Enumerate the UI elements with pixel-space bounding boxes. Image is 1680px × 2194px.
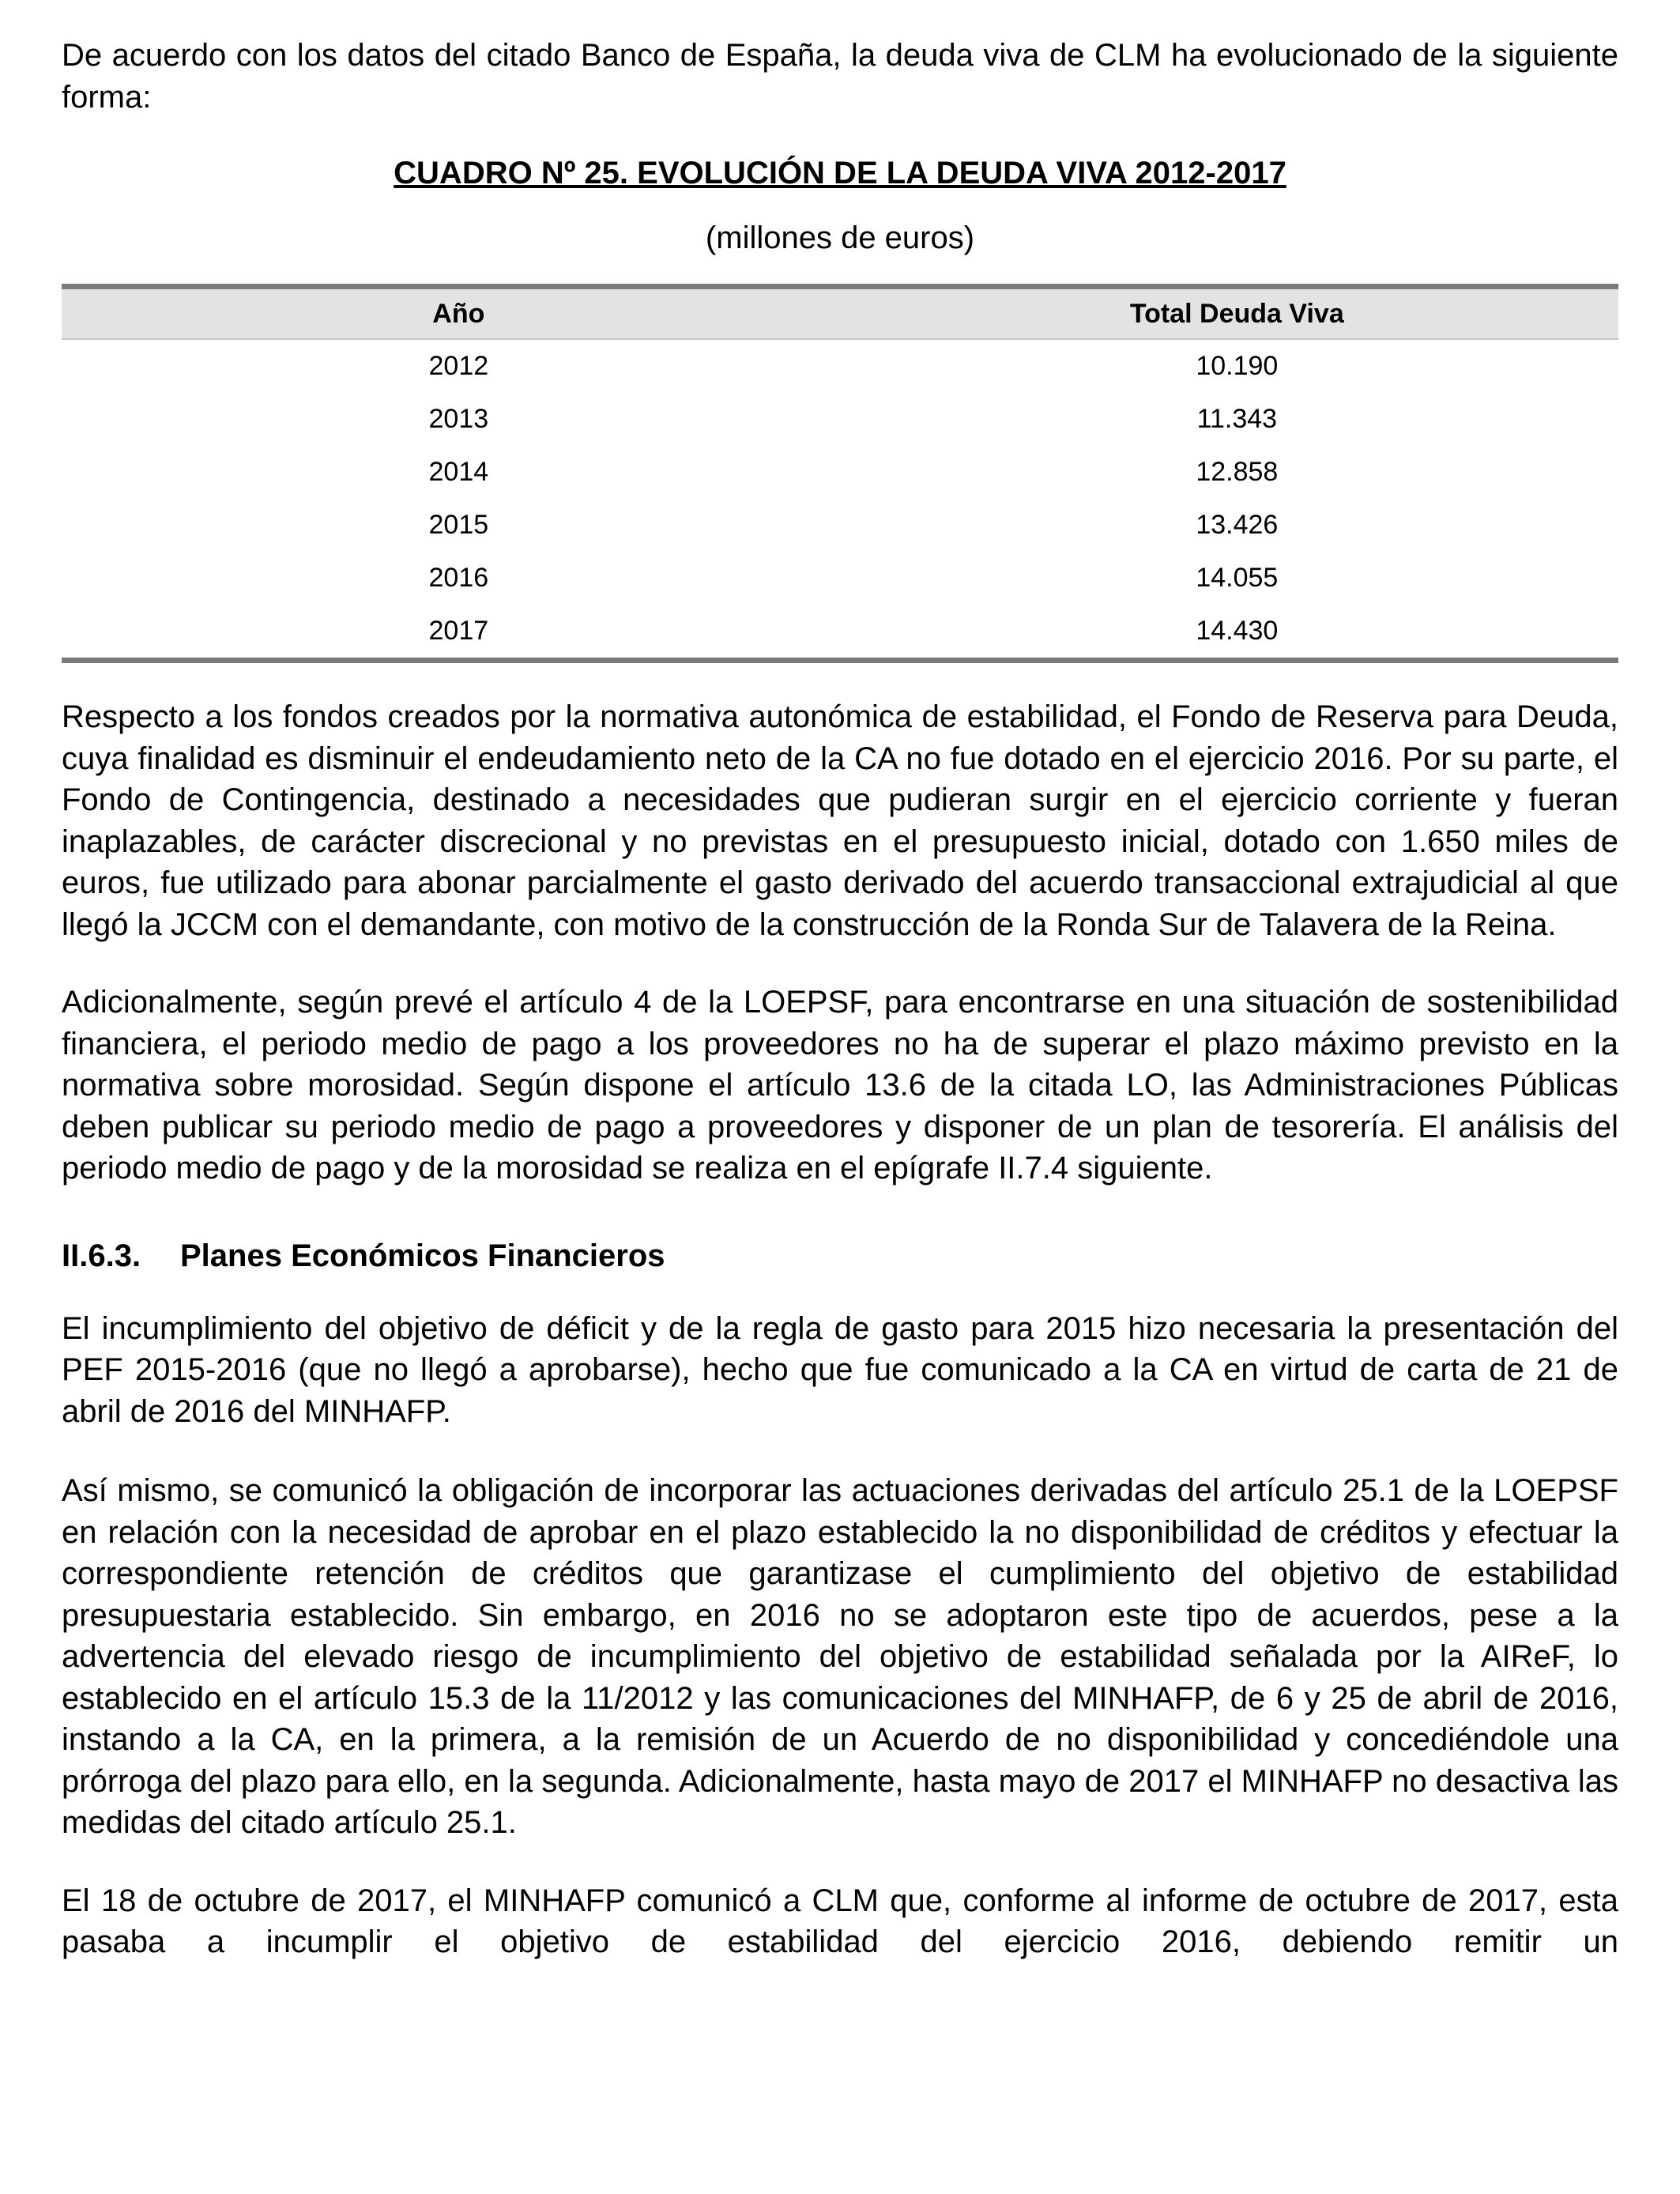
cell-year: 2015	[428, 510, 489, 540]
table-row	[62, 605, 1618, 661]
table-title: CUADRO Nº 25. EVOLUCIÓN DE LA DEUDA VIVA 2012-2017	[394, 156, 1286, 190]
table-row	[62, 552, 1618, 605]
asimismo-paragraph: Así mismo, se comunicó la obligación de incorporar las actuaciones derivadas del artículo 25.1 de la LOEPSF en relación con la necesidad de aprobar en el plazo establecido la no disponibilidad de créditos y efectuar la correspondiente retención de créditos que garantizase el cumplimiento del objetivo de estabilidad presupuestaria establecido. Sin embargo, en 2016 no se adoptaron este tipo de acuerdos, pese a la advertencia del elevado riesgo de incumplimiento del objetivo de estabilidad señalada por la AIReF, lo establecido en el artículo 15.3 de la 11/2012 y las comunicaciones del MINHAFP, de 6 y 25 de abril de 2016, instando a la CA, en la primera, a la remisión de un Acuerdo de no disponibilidad y concediéndole una prórroga del plazo para ello, en la segunda. Adicionalmente, hasta mayo de 2017 el MINHAFP no desactiva las medidas del citado artículo 25.1.	[62, 1473, 1618, 1840]
cell-total: 11.343	[1196, 404, 1278, 434]
section-title: Planes Económicos Financieros	[180, 1238, 665, 1273]
cell-year: 2013	[428, 404, 489, 434]
cell-total: 10.190	[1196, 351, 1279, 381]
cell-year: 2014	[428, 457, 489, 487]
cell-total: 12.858	[1196, 457, 1279, 487]
octubre-paragraph: El 18 de octubre de 2017, el MINHAFP comunicó a CLM que, conforme al informe de octubre de 2017, esta pasaba a incumplir el objetivo de estabilidad del ejercicio 2016, debiendo remitir un	[62, 1883, 1618, 1959]
header-total: Total Deuda Viva	[856, 287, 1618, 340]
incumplimiento-paragraph: El incumplimiento del objetivo de déficit y de la regla de gasto para 2015 hizo necesaria la presentación del PEF 2015-2016 (que no llegó a aprobarse), hecho que fue comunicado a la CA en virtud de carta de 21 de abril de 2016 del MINHAFP.	[62, 1310, 1618, 1429]
cell-year: 2016	[428, 563, 489, 593]
table-row	[62, 446, 1618, 499]
table-row	[62, 499, 1618, 552]
cell-year: 2017	[62, 605, 856, 661]
intro-paragraph: De acuerdo con los datos del citado Banco de España, la deuda viva de CLM ha evolucionado de la siguiente forma:	[62, 38, 1618, 115]
fondos-paragraph: Respecto a los fondos creados por la normativa autonómica de estabilidad, el Fondo de Reserva para Deuda, cuya finalidad es disminuir el endeudamiento neto de la CA no fue dotado en el ejercicio 2016. Por su parte, el Fondo de Contingencia, destinado a necesidades que pudieran surgir en el ejercicio corriente y fueran inaplazables, de carácter discrecional y no previstas en el presupuesto inicial, dotado con 1.650 miles de euros, fue utilizado para abonar parcialmente el gasto derivado del acuerdo transaccional extrajudicial al que llegó la JCCM con el demandante, con motivo de la construcción de la Ronda Sur de Talavera de la Reina.	[62, 699, 1618, 942]
section-heading	[62, 1235, 1618, 1276]
cell-year: 2012	[428, 351, 489, 381]
header-year: Año	[62, 287, 856, 340]
section-number: II.6.3.	[62, 1238, 141, 1273]
cell-total: 13.426	[1196, 510, 1279, 540]
table-subtitle: (millones de euros)	[705, 221, 975, 255]
table-header-row	[62, 287, 1618, 340]
table-row	[62, 339, 1618, 393]
cell-total: 14.430	[856, 605, 1618, 661]
debt-table	[62, 284, 1618, 663]
adicional-paragraph: Adicionalmente, según prevé el artículo 4 de la LOEPSF, para encontrarse en una situación de sostenibilidad financiera, el periodo medio de pago a los proveedores no ha de superar el plazo máximo previsto en la normativa sobre morosidad. Según dispone el artículo 13.6 de la citada LO, las Administraciones Públicas deben publicar su periodo medio de pago a proveedores y disponer de un plan de tesorería. El análisis del periodo medio de pago y de la morosidad se realiza en el epígrafe II.7.4 siguiente.	[62, 985, 1618, 1186]
cell-total: 14.055	[1196, 563, 1279, 593]
table-row	[62, 393, 1618, 446]
document-page	[62, 35, 1618, 1963]
